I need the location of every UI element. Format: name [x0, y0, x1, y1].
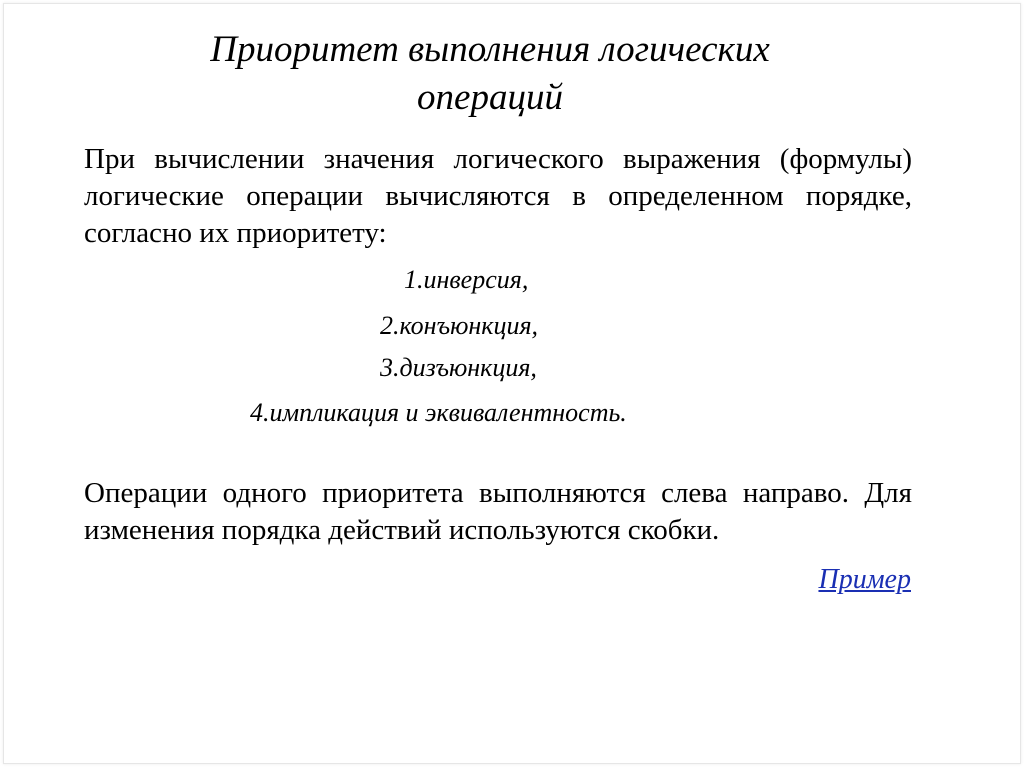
intro-paragraph: При вычислении значения логического выражения (формулы) логические операции вычисляются в определенном порядке, согласно их приоритету:	[84, 143, 912, 249]
priority-item-disjunction: 3.дизъюнкция,	[380, 353, 537, 382]
example-link[interactable]: Пример	[818, 564, 911, 595]
priority-item-implication-equivalence: 4.импликация и эквивалентность.	[250, 398, 627, 427]
slide-title: Приоритет выполнения логических операций	[210, 29, 770, 118]
priority-item-conjunction: 2.конъюнкция,	[380, 311, 539, 340]
priority-item-inversion: 1.инверсия,	[404, 265, 529, 294]
order-rule-paragraph: Операции одного приоритета выполняются слева направо. Для изменения порядка действий используются скобки.	[84, 477, 912, 546]
